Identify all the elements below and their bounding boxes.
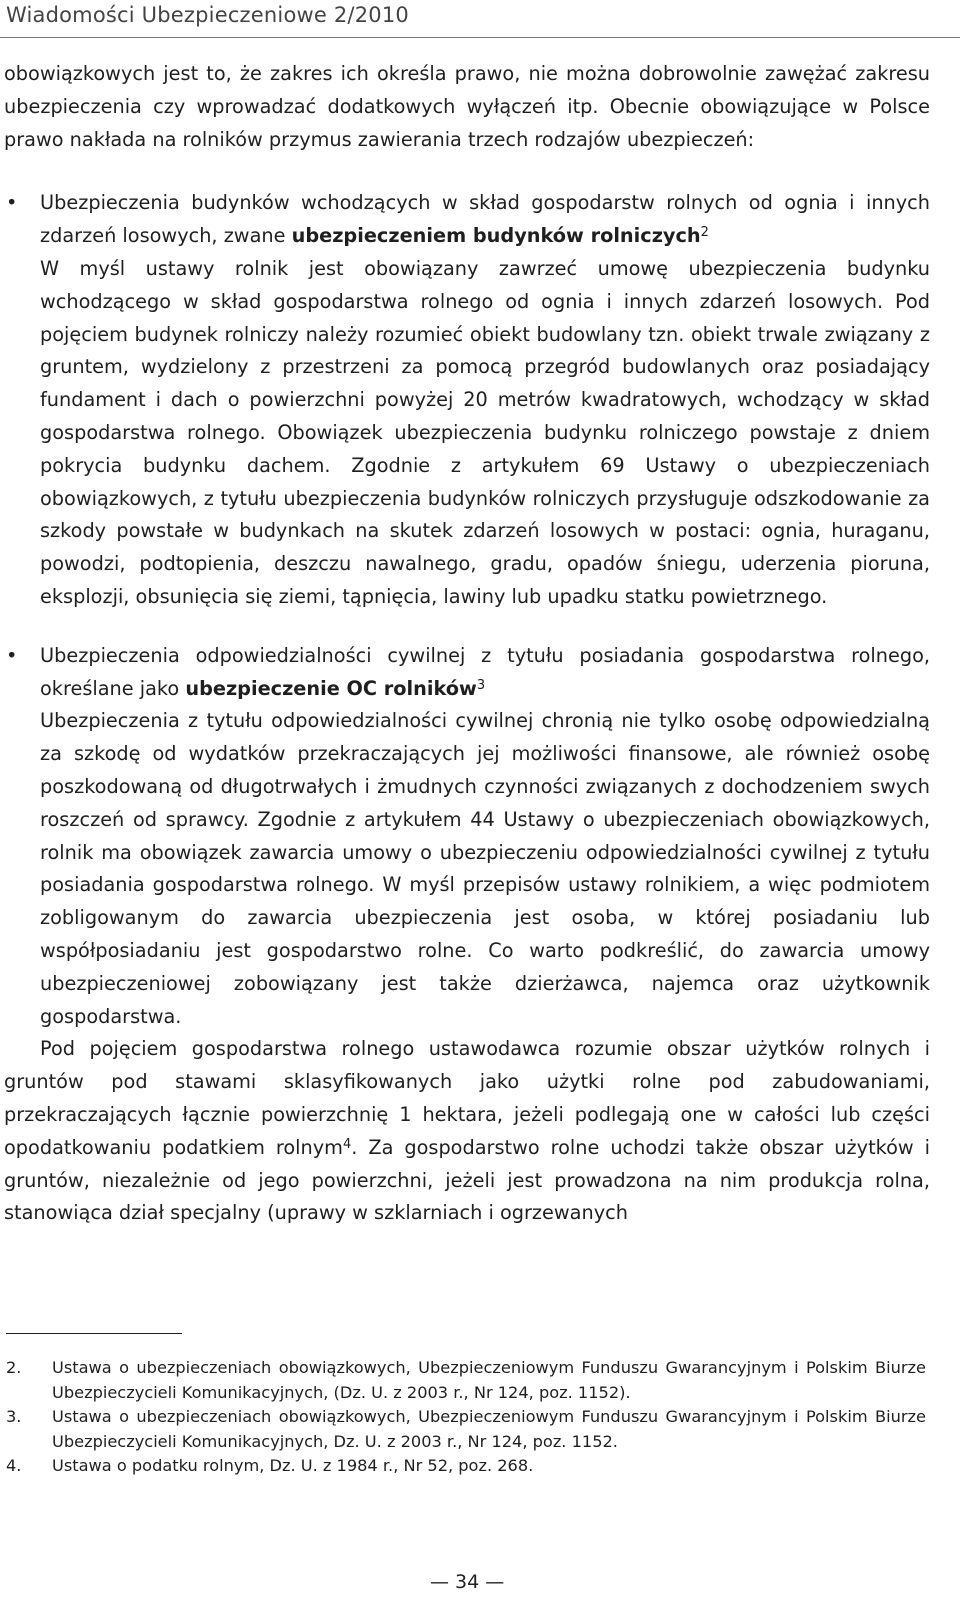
- paragraph-text-continued: . Za gospodarstwo rolne uchodzi także obszar użytków i gruntów, niezależnie od jego powierzchni, jeżeli jest prowadzona na nim produkcja rolna, stanowiąca dział specjalny (uprawy w szklarniach i ogrzewanych: [4, 1135, 931, 1225]
- bullet-paragraph: Ubezpieczenia z tytułu odpowiedzialności cywilnej chronią nie tylko osobę odpowiedzialną za szkodę od wydatków przekraczających jej możliwości finansowe, ale również osobę poszkodowaną od długotrwałych i żmudnych czynności związanych z dochodzeniem swych roszczeń od sprawcy. Zgodnie z artykułem 44 Ustawy o ubezpieczeniach obowiązkowych, rolnik ma obowiązek zawarcia umowy o ubezpieczeniu odpowiedzialności cywilnej z tytułu posiadania gospodarstwa rolnego. W myśl przepisów ustawy rolnikiem, a więc podmiotem zobligowanym do zawarcia ubezpieczenia jest osoba, w której posiadaniu lub współposiadaniu jest gospodarstwo rolne. Co warto podkreślić, do zawarcia umowy ubezpieczeniowej zobowiązany jest także dzierżawca, najemca oraz użytkownik gospodarstwa.: [40, 709, 930, 1028]
- bullet-item-liability-insurance: [4, 640, 930, 1034]
- bullet-heading-bold: ubezpieczeniem budynków rolniczych: [291, 224, 701, 248]
- footnote-ref: 4: [342, 1136, 352, 1152]
- footnote-divider: [6, 1333, 182, 1334]
- footnote-item: [6, 1454, 926, 1479]
- intro-paragraph: obowiązkowych jest to, że zakres ich określa prawo, nie można dobrowolnie zawężać zakresu ubezpieczenia czy wprowadzać dodatkowych wyłączeń itp. Obecnie obowiązujące w Polsce prawo nakłada na rolników przymus zawierania trzech rodzajów ubezpieczeń:: [4, 62, 930, 151]
- running-header: [0, 0, 960, 38]
- bullet-heading-text: Ubezpieczenia budynków wchodzących w skład gospodarstw rolnych od ognia i innych zdarzeń losowych, zwane: [40, 191, 930, 248]
- bullet-heading-text: Ubezpieczenia odpowiedzialności cywilnej z tytułu posiadania gospodarstwa rolnego, określane jako: [40, 643, 930, 700]
- article-body: [4, 58, 930, 1230]
- footnote-item: [6, 1356, 926, 1405]
- bullet-heading: [6, 187, 930, 253]
- bullet-heading: [6, 640, 930, 706]
- bullet-marker: •: [6, 643, 18, 667]
- footnote-number: 2.: [6, 1358, 22, 1377]
- bullet-marker: •: [6, 191, 18, 215]
- bullet-paragraph: W myśl ustawy rolnik jest obowiązany zawrzeć umowę ubezpieczenia budynku wchodzącego w skład gospodarstwa rolnego od ognia i innych zdarzeń losowych. Pod pojęciem budynek rolniczy należy rozumieć obiekt budowlany tzn. obiekt trwale związany z gruntem, wydzielony z przestrzeni za pomocą przegród budowlanych oraz posiadający fundament i dach o powierzchni powyżej 20 metrów kwadratowych, wchodzący w skład gospodarstwa rolnego. Obowiązek ubezpieczenia budynku rolniczego powstaje z dniem pokrycia budynku dachem. Zgodnie z artykułem 69 Ustawy o ubezpieczeniach obowiązkowych, z tytułu ubezpieczenia budynków rolniczych przysługuje odszkodowanie za szkody powstałe w budynkach na skutek zdarzeń losowych w postaci: ognia, huraganu, powodzi, podtopienia, deszczu nawalnego, gradu, opadów śniegu, uderzenia pioruna, eksplozji, obsunięcia się ziemi, tąpnięcia, lawiny lub upadku statku powietrznego.: [40, 256, 930, 608]
- footnote-text: Ustawa o ubezpieczeniach obowiązkowych, Ubezpieczeniowym Funduszu Gwarancyjnym i Polskim Biurze Ubezpieczycieli Komunikacyjnych, (Dz. U. z 2003 r., Nr 124, poz. 1152).: [52, 1358, 926, 1402]
- footnote-text: Ustawa o ubezpieczeniach obowiązkowych, Ubezpieczeniowym Funduszu Gwarancyjnym i Polskim Biurze Ubezpieczycieli Komunikacyjnych, Dz. U. z 2003 r., Nr 124, poz. 1152.: [52, 1407, 926, 1451]
- footnote-ref: 3: [476, 677, 486, 693]
- paragraph-text: Pod pojęciem gospodarstwa rolnego ustawodawca rozumie obszar użytków rolnych i gruntów pod stawami sklasyfikowanych jako użytki rolne pod zabudowaniami, przekraczających łącznie powierzchnię 1 hektara, jeżeli podlegają one w całości lub części opodatkowaniu podatkiem rolnym: [4, 1037, 930, 1159]
- footnote-number: 3.: [6, 1407, 22, 1426]
- farm-definition-paragraph: [4, 1033, 930, 1230]
- bullet-heading-bold: ubezpieczenie OC rolników: [185, 676, 477, 700]
- footnotes: [6, 1356, 926, 1479]
- journal-title: Wiadomości Ubezpieczeniowe 2/2010: [6, 3, 409, 27]
- footnote-number: 4.: [6, 1456, 22, 1475]
- footnote-item: [6, 1405, 926, 1454]
- bullet-item-building-insurance: [4, 187, 930, 613]
- page-number: — 34 —: [430, 1571, 505, 1593]
- footnote-ref: 2: [700, 225, 709, 241]
- footnote-text: Ustawa o podatku rolnym, Dz. U. z 1984 r., Nr 52, poz. 268.: [52, 1456, 534, 1475]
